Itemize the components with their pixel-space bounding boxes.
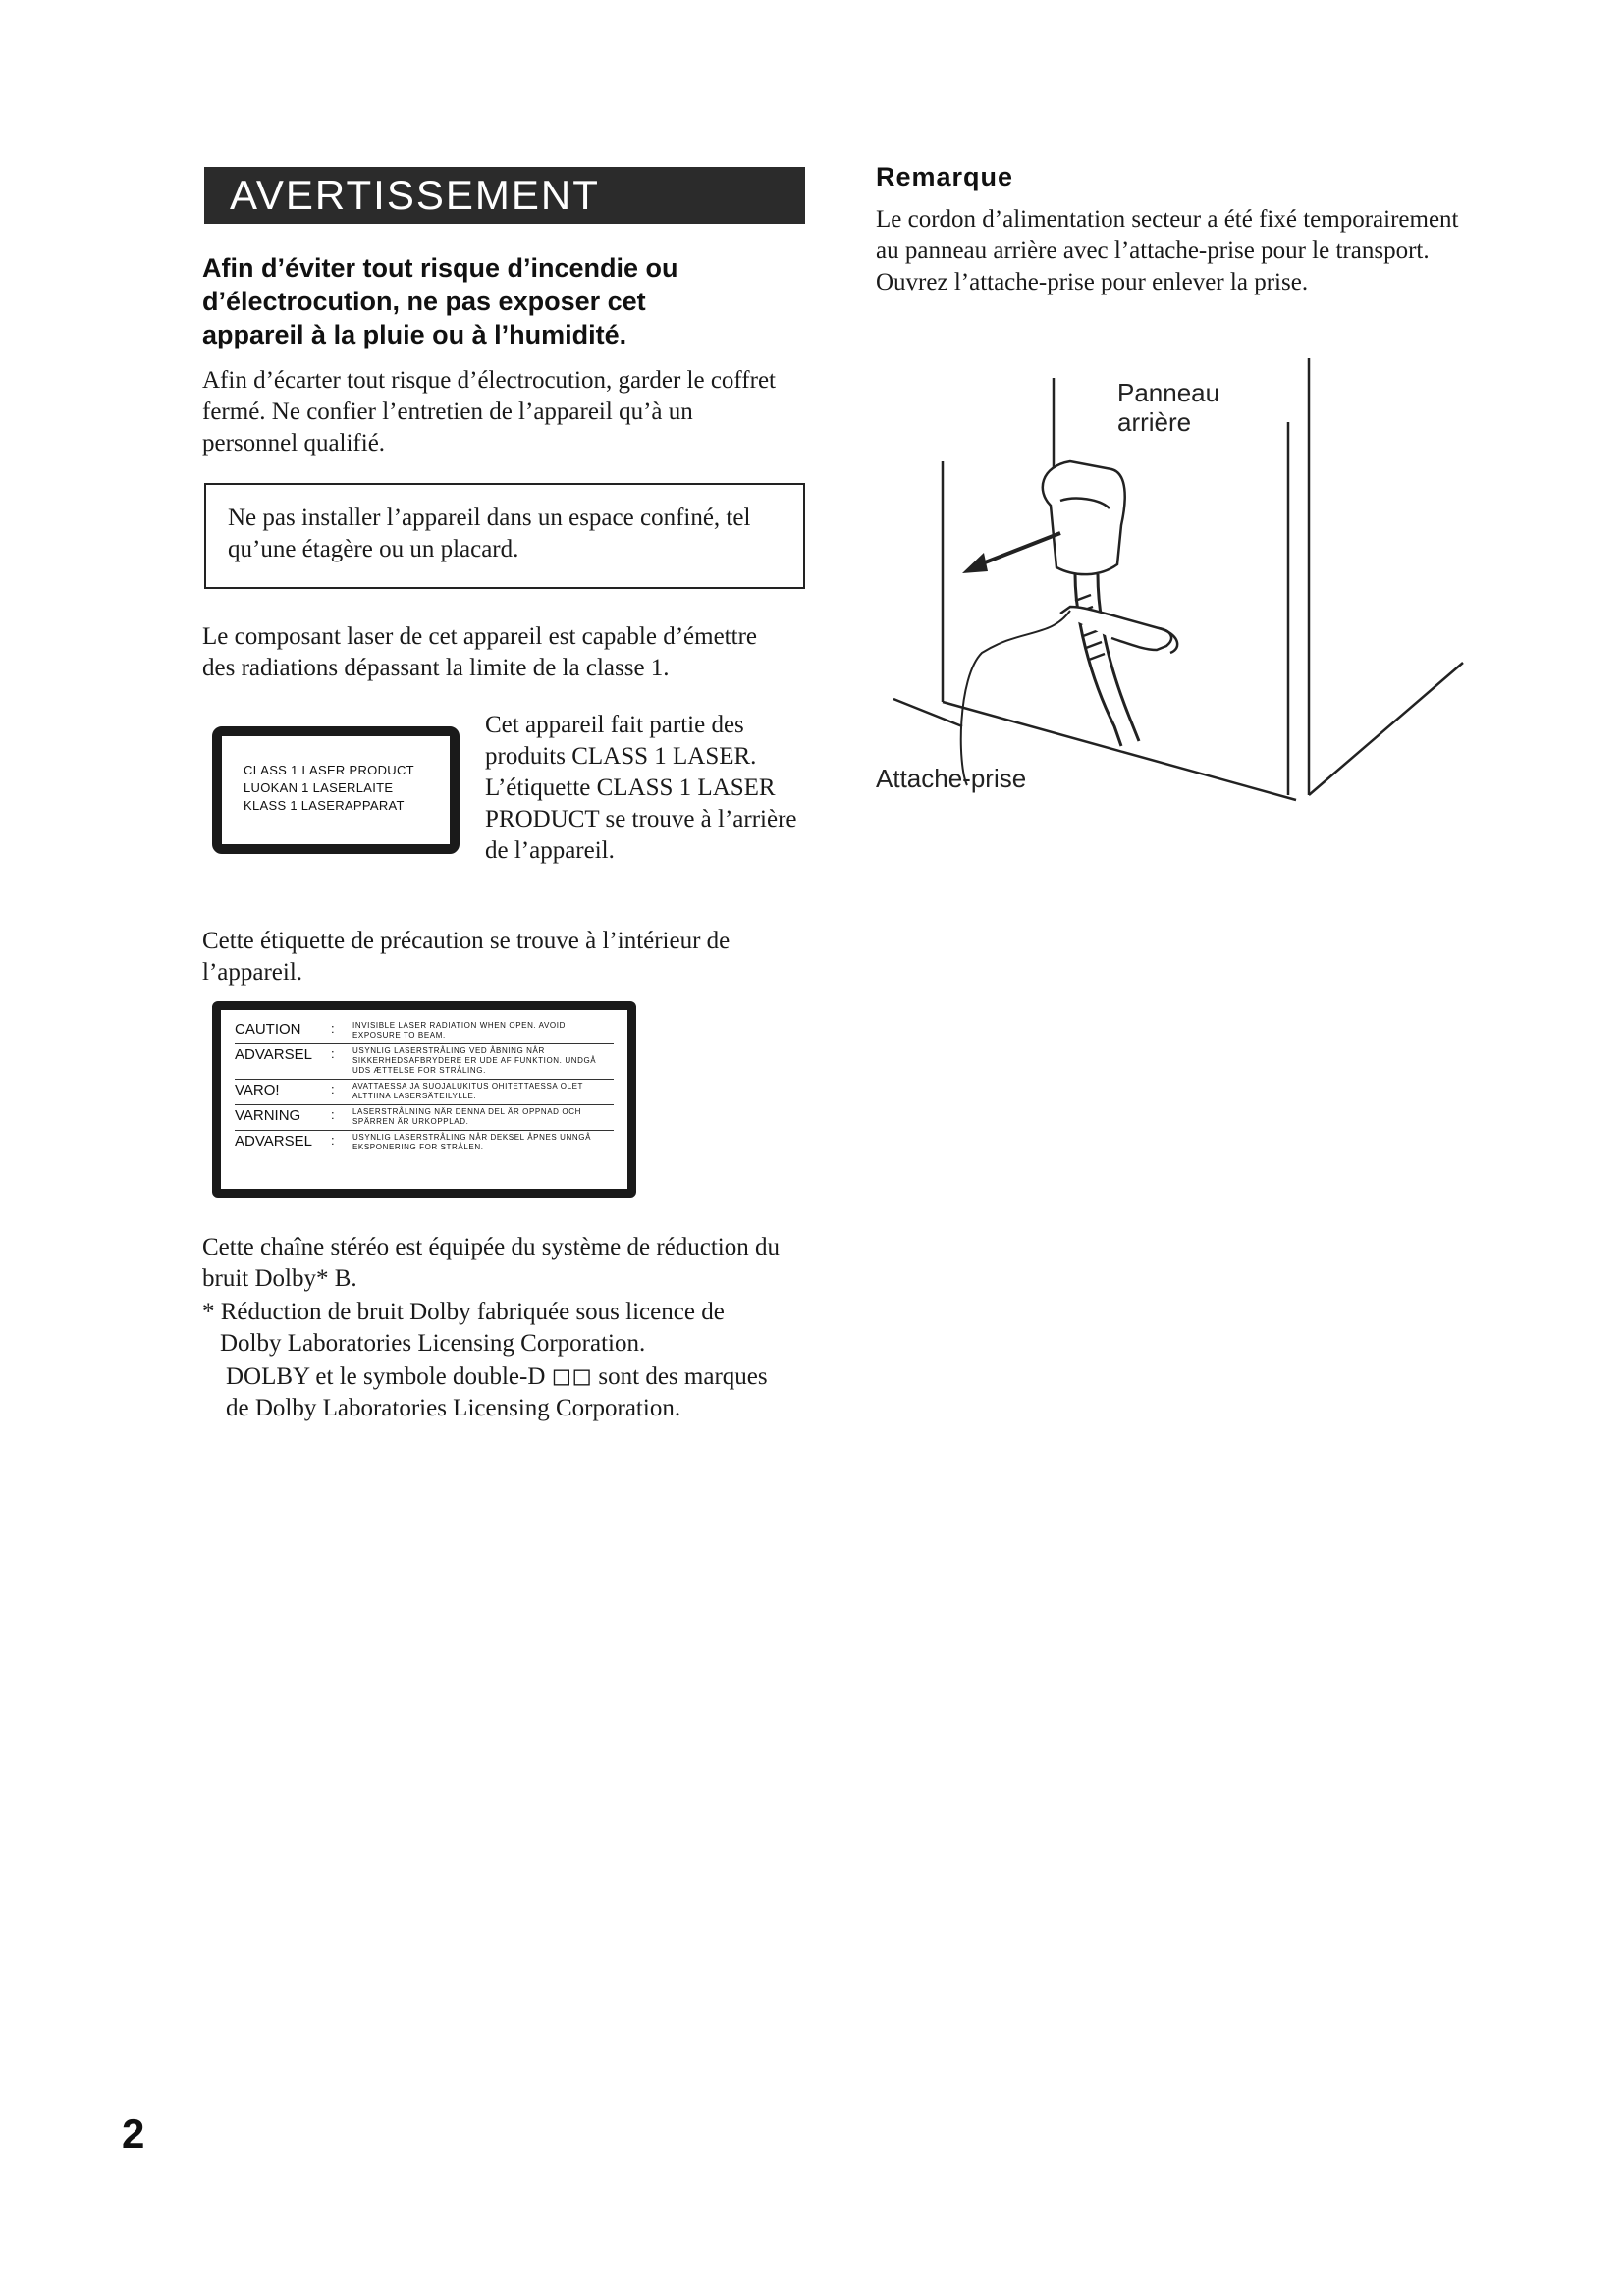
remark-title: Remarque bbox=[876, 162, 1014, 191]
notice-box bbox=[204, 483, 805, 589]
dolby-note-2: DOLBY et le symbole double-D ◻◻ sont des marques de Dolby Laboratories Licensing Corporation. bbox=[226, 1363, 768, 1421]
laser-label-line: CLASS 1 LASER PRODUCT bbox=[244, 763, 414, 777]
dolby-text: Cette chaîne stéréo est équipée du système de réduction du bruit Dolby* B. bbox=[202, 1234, 780, 1292]
leader-line bbox=[961, 611, 1070, 785]
caution-word: VARO! bbox=[235, 1082, 280, 1098]
dolby-footnote bbox=[202, 1297, 791, 1424]
remark-paragraph: Le cordon d’alimentation secteur a été fixé temporairement au panneau arrière avec l’attache-prise pour le transport. bbox=[876, 206, 1459, 264]
caution-row bbox=[235, 1080, 614, 1105]
rear-panel-label-line: Panneau bbox=[1117, 378, 1220, 407]
page-number: 2 bbox=[122, 2110, 145, 2157]
laser-label-line: KLASS 1 LASERAPPARAT bbox=[244, 798, 405, 813]
dolby-note-1: * Réduction de bruit Dolby fabriquée sous licence de Dolby Laboratories Licensing Corporation. bbox=[202, 1299, 725, 1357]
caution-colon: : bbox=[331, 1021, 335, 1036]
caution-colon: : bbox=[331, 1082, 335, 1096]
caution-word: CAUTION bbox=[235, 1021, 301, 1038]
notice-text: Ne pas installer l’appareil dans un espace confiné, tel qu’une étagère ou un placard. bbox=[228, 505, 751, 562]
rear-panel-label bbox=[1117, 378, 1274, 437]
caution-row bbox=[235, 1019, 614, 1044]
caution-colon: : bbox=[331, 1133, 335, 1148]
caution-row bbox=[235, 1131, 614, 1155]
laser-label-line: LUOKAN 1 LASERLAITE bbox=[244, 780, 394, 795]
plug-icon bbox=[1043, 461, 1125, 574]
laser-intro: Le composant laser de cet appareil est capable d’émettre des radiations dépassant la limite de la classe 1. bbox=[202, 623, 757, 681]
floor-line bbox=[893, 699, 962, 726]
attache-prise-icon bbox=[1060, 607, 1171, 650]
caution-label bbox=[212, 1001, 636, 1198]
warning-lead: Afin d’éviter tout risque d’incendie ou d’électrocution, ne pas exposer cet appareil à la pluie ou à l’humidité. bbox=[202, 253, 678, 349]
caution-text: INVISIBLE LASER RADIATION WHEN OPEN. AVOID EXPOSURE TO BEAM. bbox=[352, 1021, 566, 1040]
attache-prise-label: Attache-prise bbox=[876, 764, 1027, 793]
caution-text: USYNLIG LASERSTRÅLING NÅR DEKSEL ÅPNES UNNGÅ EKSPONERING FOR STRÅLEN. bbox=[352, 1133, 592, 1151]
caution-row bbox=[235, 1105, 614, 1131]
class1-laser-label bbox=[212, 726, 460, 854]
remark-body bbox=[876, 204, 1485, 298]
rear-panel-label-line: arrière bbox=[1117, 407, 1192, 437]
warning-title: AVERTISSEMENT bbox=[204, 167, 805, 224]
remark-paragraph: Ouvrez l’attache-prise pour enlever la prise. bbox=[876, 269, 1309, 295]
caution-row bbox=[235, 1044, 614, 1080]
arrow-head-icon bbox=[962, 553, 988, 573]
floor-line bbox=[1309, 663, 1463, 795]
caution-word: ADVARSEL bbox=[235, 1046, 312, 1063]
caution-colon: : bbox=[331, 1046, 335, 1061]
caution-intro: Cette étiquette de précaution se trouve à l’intérieur de l’appareil. bbox=[202, 928, 731, 986]
laser-class-text: Cet appareil fait partie des produits CLASS 1 LASER. L’étiquette CLASS 1 LASER PRODUCT se trouve à l’arrière de l’appareil. bbox=[485, 712, 797, 864]
caution-word: ADVARSEL bbox=[235, 1133, 312, 1149]
caution-word: VARNING bbox=[235, 1107, 301, 1124]
caution-text: LASERSTRÅLNING NÄR DENNA DEL ÄR OPPNAD OCH SPÄRREN ÄR URKOPPLAD. bbox=[352, 1107, 581, 1126]
caution-colon: : bbox=[331, 1107, 335, 1122]
caution-text: USYNLIG LASERSTRÅLING VED ÅBNING NÅR SIKKERHEDSAFBRYDERE ER UDE AF FUNKTION. UNDGÅ UDS ÆTTELSE FOR STRÅLING. bbox=[352, 1046, 597, 1075]
arrow-line bbox=[980, 533, 1060, 564]
warning-body: Afin d’écarter tout risque d’électrocution, garder le coffret fermé. Ne confier l’entretien de l’appareil qu’à un personnel qualifié. bbox=[202, 367, 776, 456]
power-cord bbox=[1098, 574, 1139, 741]
caution-text: AVATTAESSA JA SUOJALUKITUS OHITETTAESSA OLET ALTTIINA LASERSÄTEILYLLE. bbox=[352, 1082, 583, 1100]
